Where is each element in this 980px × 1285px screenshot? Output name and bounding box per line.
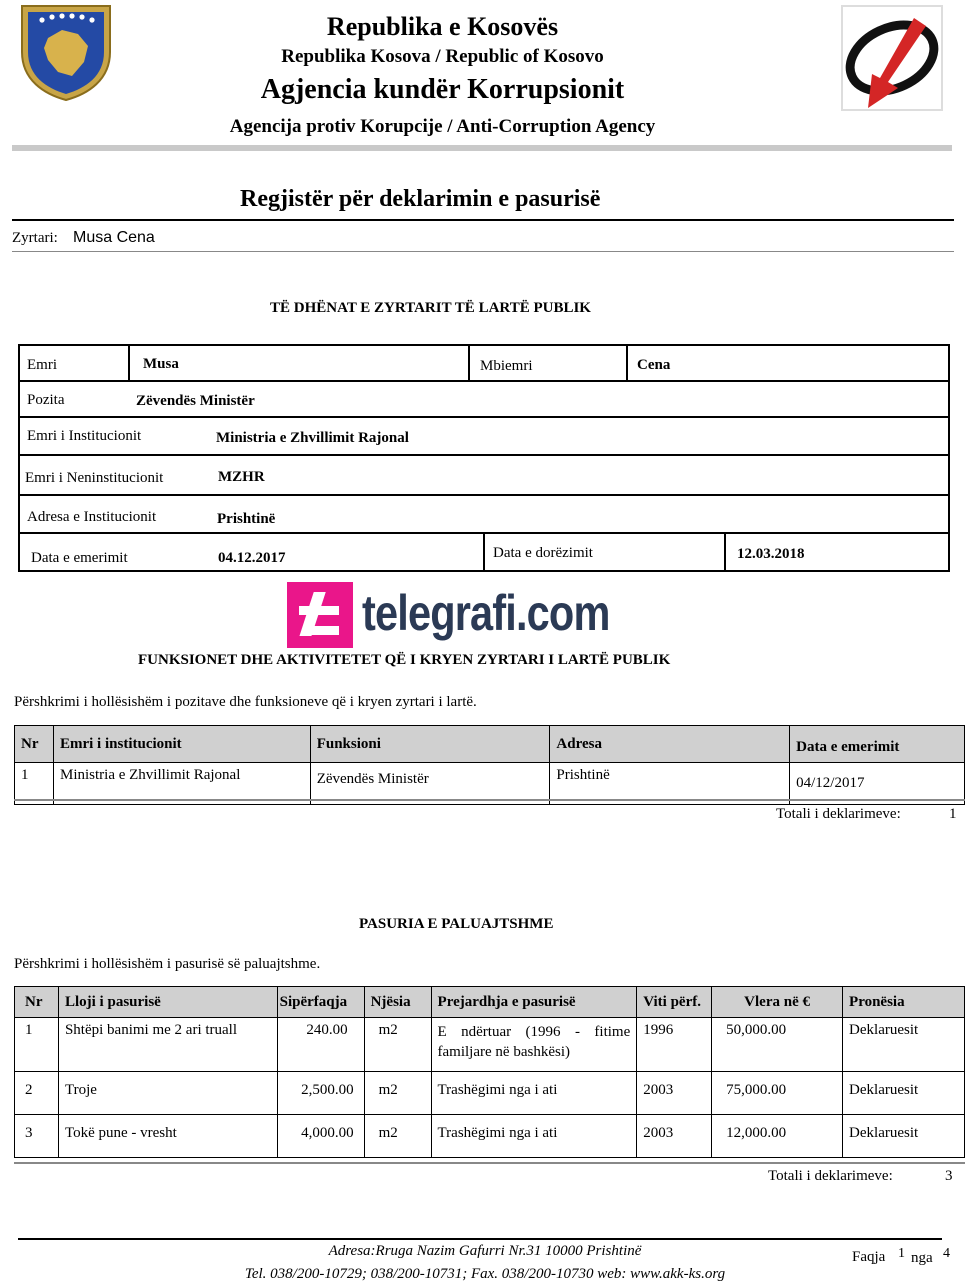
official-rule	[12, 251, 954, 252]
cell-unit: m2	[364, 1072, 431, 1115]
table-row	[15, 1115, 965, 1158]
section3-description: Përshkrimi i hollësishëm i pasurisë së paluajtshme.	[14, 956, 321, 972]
functions-total: 1	[949, 806, 957, 822]
register-title: Regjistër për deklarimin e pasurisë	[240, 186, 601, 212]
page-of-label: nga	[911, 1250, 933, 1266]
mbiemri-label: Mbiemri	[480, 358, 533, 374]
section1-title: TË DHËNAT E ZYRTARIT TË LARTË PUBLIK	[270, 300, 591, 316]
cell-value: 12,000.00	[712, 1115, 843, 1158]
column-header: Adresa	[550, 726, 790, 763]
telegrafi-watermark-icon	[287, 582, 353, 648]
cell-value: 75,000.00	[712, 1072, 843, 1115]
official-name: Musa Cena	[73, 229, 155, 246]
adresa-label: Adresa e Institucionit	[27, 509, 157, 525]
cell-area: 240.00	[277, 1018, 364, 1072]
header-rule	[12, 145, 952, 151]
cell-nr: 2	[15, 1072, 59, 1115]
cell-type: Tokë pune - vresht	[58, 1115, 277, 1158]
adresa-value: Prishtinë	[217, 511, 276, 527]
cell-institution: Ministria e Zhvillimit Rajonal	[53, 763, 310, 805]
official-label: Zyrtari:	[12, 230, 58, 246]
cell-value: 50,000.00	[712, 1018, 843, 1072]
cell-nr: 3	[15, 1115, 59, 1158]
page-count: 4	[943, 1246, 950, 1261]
neninstitucioni-value: MZHR	[218, 469, 265, 485]
page-label: Faqja	[852, 1249, 886, 1265]
institucioni-label: Emri i Institucionit	[27, 428, 142, 444]
cell-area: 4,000.00	[277, 1115, 364, 1158]
cell-origin: Trashëgimi nga i ati	[431, 1115, 637, 1158]
column-header: Funksioni	[310, 726, 550, 763]
dorezimi-label: Data e dorëzimit	[493, 545, 593, 561]
header-line-3: Agjencia kundër Korrupsionit	[260, 74, 625, 105]
section2-description: Përshkrimi i hollësishëm i pozitave dhe funksioneve që i kryen zyrtari i lartë.	[14, 694, 477, 710]
telegrafi-watermark: telegrafi.com	[362, 585, 610, 641]
pozita-value: Zëvendës Ministër	[136, 393, 255, 409]
neninstitucioni-label: Emri i Neninstitucionit	[25, 470, 164, 486]
table-header-row	[15, 987, 965, 1018]
cell-nr: 1	[15, 1018, 59, 1072]
cell-function: Zëvendës Ministër	[310, 763, 550, 805]
page-number: 1	[898, 1246, 905, 1261]
column-header: Lloji i pasurisë	[58, 987, 277, 1018]
footer-address: Adresa:Rruga Nazim Gafurri Nr.31 10000 Prishtinë	[328, 1243, 642, 1259]
emerimi-value: 04.12.2017	[218, 550, 286, 566]
column-header: Pronësia	[843, 987, 965, 1018]
column-header: Viti përf.	[637, 987, 712, 1018]
cell-year: 2003	[637, 1115, 712, 1158]
section3-title: PASURIA E PALUAJTSHME	[359, 916, 554, 932]
column-header: Data e emerimit	[790, 726, 965, 763]
column-header: Prejardhja e pasurisë	[431, 987, 637, 1018]
cell-type: Troje	[58, 1072, 277, 1115]
column-header: Nr	[15, 726, 54, 763]
emri-value: Musa	[143, 356, 179, 372]
functions-total-label: Totali i deklarimeve:	[776, 806, 901, 822]
cell-nr: 1	[15, 763, 54, 805]
property-table	[14, 986, 965, 1158]
column-header: Nr	[15, 987, 59, 1018]
header-line-4: Agencija protiv Korupcije / Anti-Corruption Agency	[229, 116, 656, 137]
table-row	[15, 1018, 965, 1072]
emri-label: Emri	[27, 357, 57, 373]
cell-year: 1996	[637, 1018, 712, 1072]
column-header: Emri i institucionit	[53, 726, 310, 763]
emerimi-label: Data e emerimit	[31, 550, 128, 566]
column-header: Vlera në €	[712, 987, 843, 1018]
property-total-label: Totali i deklarimeve:	[768, 1168, 893, 1184]
cell-unit: m2	[364, 1115, 431, 1158]
title-rule	[12, 219, 954, 221]
section2-title: FUNKSIONET DHE AKTIVITETET QË I KRYEN ZYRTARI I LARTË PUBLIK	[138, 652, 671, 668]
cell-date: 04/12/2017	[790, 763, 965, 805]
property-total: 3	[945, 1168, 953, 1184]
cell-area: 2,500.00	[277, 1072, 364, 1115]
cell-ownership: Deklaruesit	[843, 1072, 965, 1115]
table-header-row	[15, 726, 965, 763]
pozita-label: Pozita	[27, 392, 65, 408]
footer-rule	[18, 1238, 942, 1240]
cell-year: 2003	[637, 1072, 712, 1115]
agency-logo-icon	[840, 4, 944, 112]
dorezimi-value: 12.03.2018	[737, 546, 805, 562]
mbiemri-value: Cena	[637, 357, 671, 373]
header-line-2: Republika Kosova / Republic of Kosovo	[281, 46, 604, 67]
footer-contact: Tel. 038/200-10729; 038/200-10731; Fax. 038/200-10730 web: www.akk-ks.org	[244, 1266, 726, 1282]
functions-table	[14, 725, 965, 805]
cell-address: Prishtinë	[550, 763, 790, 805]
table-row	[15, 1072, 965, 1115]
column-header: Sipërfaqja	[277, 987, 364, 1018]
cell-origin: E ndërtuar (1996 - fitime familjare në bashkësi)	[431, 1018, 637, 1072]
header-line-1: Republika e Kosovës	[326, 12, 559, 41]
cell-ownership: Deklaruesit	[843, 1115, 965, 1158]
institucioni-value: Ministria e Zhvillimit Rajonal	[216, 430, 409, 446]
column-header: Njësia	[364, 987, 431, 1018]
cell-unit: m2	[364, 1018, 431, 1072]
cell-ownership: Deklaruesit	[843, 1018, 965, 1072]
cell-type: Shtëpi banimi me 2 ari truall	[58, 1018, 277, 1072]
cell-origin: Trashëgimi nga i ati	[431, 1072, 637, 1115]
property-table-bottom-rule	[14, 1162, 965, 1164]
functions-table-bottom-rule	[14, 799, 965, 801]
